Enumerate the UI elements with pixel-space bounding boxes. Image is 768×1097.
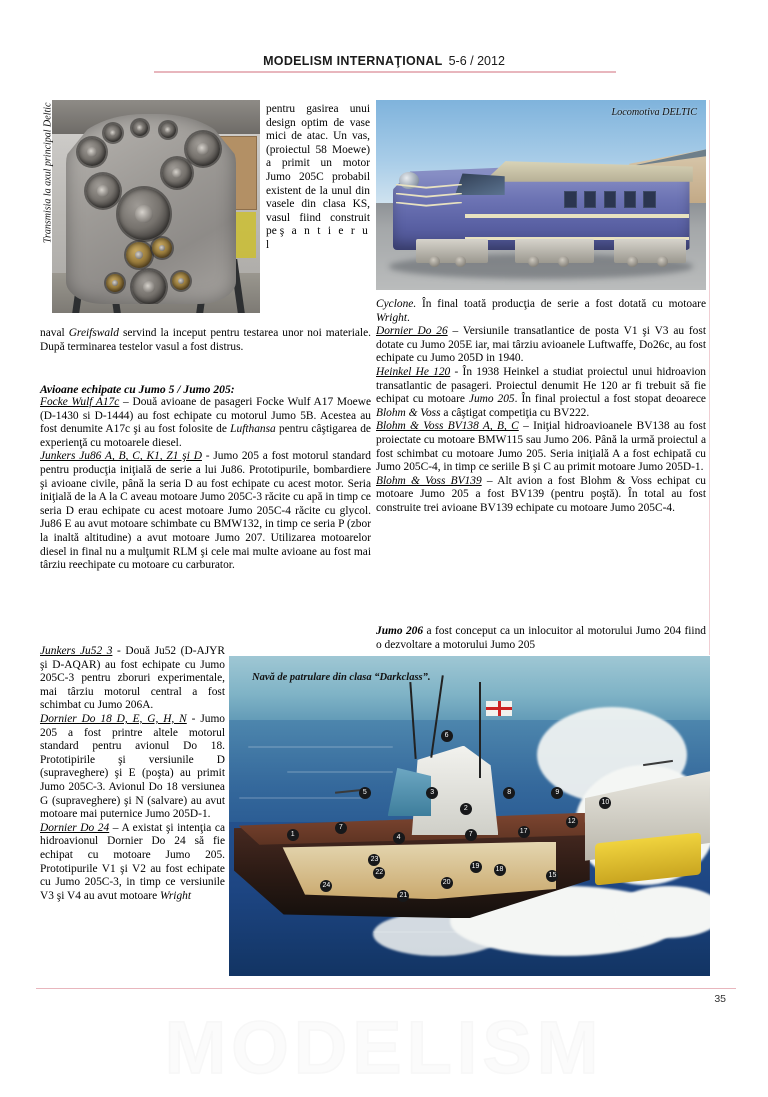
locomotive-side-stripe: [465, 214, 689, 218]
entry-dash: -: [112, 645, 126, 657]
ship-illustration-caption: Navă de patrulare din clasa “Darkclass”.: [252, 672, 431, 683]
shipyard-name: Greifswald: [68, 327, 119, 339]
footer-divider: [36, 988, 736, 989]
callout-marker: 2: [460, 803, 472, 815]
sea-streak: [287, 771, 393, 773]
callout-marker: 7: [335, 822, 347, 834]
engine-gear-casing: [66, 114, 236, 304]
callout-marker: 24: [320, 880, 332, 892]
entry-title: Heinkel He 120: [376, 365, 451, 378]
wrap-cont-b: servind la inceput pentru testarea unor noi materiale. După terminarea testelor vasul a fost distrus.: [40, 327, 371, 353]
jumo206-heading: Jumo 206: [376, 625, 424, 637]
entry-body-a: Versiunile transatlantice de posta V1 şi V3 au fost dotate cu Jumo 205E iar, mai târziu avioanele Luftwaffe, Do26c, au fost echipate cu Jumo 205D in 1940.: [376, 325, 706, 365]
entry-body-a: Jumo 205 a fost printre altele motorul standard pentru avionul Do 18. Prototipirile şi versiunile D (supraveghere) şi E (poşta) au primit Jumo 205C-3. Avionul Do 18 versiunea G (supraveghere) şi N (salvare) au avut motoare mai puternice Jumo 205D-1.: [40, 712, 225, 821]
gear-bottom-left: [106, 274, 124, 292]
entry-title: Focke Wulf A17c: [40, 396, 120, 408]
entry-body-c: a câştigat competiţia cu BV222.: [440, 406, 590, 419]
callout-marker: 22: [373, 867, 385, 879]
callout-marker: 10: [599, 797, 611, 809]
header-divider: [154, 71, 616, 73]
entry-title: Junkers Ju86 A, B, C, K1, Z1 şi D: [40, 450, 202, 463]
article-entry: [376, 475, 706, 516]
locomotive-wheel: [429, 256, 440, 267]
entry-title: Blohm & Voss BV138 A, B, C: [376, 420, 519, 433]
locomotive-bogie: [614, 239, 687, 264]
callout-marker: 20: [441, 877, 453, 889]
engine-photo: [52, 100, 260, 313]
callout-marker: 1: [287, 829, 299, 841]
left-column-entries-narrow: [40, 645, 225, 903]
entry-body-italic-2: Blohm & Voss: [376, 406, 441, 419]
entry-dash: -: [201, 450, 214, 463]
entry-body-italic: Jumo 205: [468, 393, 515, 406]
sea-streak: [239, 797, 364, 799]
ship-ensign-flag: [486, 701, 512, 716]
gear-top-small-c: [160, 122, 176, 138]
jumo206-paragraph: [376, 625, 706, 652]
entry-dash: –: [447, 325, 463, 338]
entry-dash: –: [518, 420, 534, 433]
locomotive-wheel: [657, 256, 668, 267]
wrap-cont-a: naval: [40, 327, 69, 339]
callout-marker: 21: [397, 890, 409, 902]
article-entry: [40, 822, 225, 904]
left-column-entries-wide: [40, 396, 371, 573]
locomotive-window: [584, 191, 597, 208]
gear-top-small-a: [104, 124, 122, 142]
callout-marker: 3: [426, 787, 438, 799]
entry-body-a: Iniţial hidroavioanele BV138 au fost proiectate cu motoare BMW115 sau Jumo 206. Până la urmă proiectul a fost schimbat cu motoare Jumo 205. Seria iniţială A a fost echipată cu Jumo 205C-4, in timp ce seriile B şi C au primit motoare Jumo 205D-1.: [376, 420, 706, 474]
left-column-wrap-continuation: [40, 327, 371, 354]
gear-mid-left: [86, 174, 120, 208]
entry-body-b: . În final proiectul a fost stopat deoarece: [514, 393, 706, 406]
page-number: 35: [714, 993, 726, 1005]
footer-watermark: MODELISM: [164, 1006, 604, 1089]
callout-marker: 12: [566, 816, 578, 828]
engine-photo-caption: Transmisia la axul principal Deltic: [42, 102, 54, 244]
callout-marker: 4: [393, 832, 405, 844]
section-heading-colon: :: [230, 383, 235, 396]
continuation-italic: Cyclone.: [376, 298, 417, 310]
entry-body-italic: Wright: [160, 889, 192, 902]
ship-illustration: [229, 656, 710, 976]
article-entry: [40, 450, 371, 572]
wrap-text-spaced: ş a n t i e r u l: [266, 225, 370, 251]
article-entry: [376, 325, 706, 366]
entry-body-a: A existat şi intenţia ca hidroavionul Dornier Do 24 să fie echipat cu motoare Jumo 205. Prototipurile V1 şi V2 au fost echipate cu Jumo 205C-3, in timp ce versiunile V3 şi V4 au avut motoare: [40, 821, 226, 902]
right-column-body: [376, 298, 706, 516]
gear-lower-center: [126, 242, 152, 268]
callout-marker: 23: [368, 854, 380, 866]
section-heading: [40, 383, 371, 397]
article-entry: [40, 645, 225, 713]
locomotive-window: [564, 191, 577, 208]
gear-top-small-b: [132, 120, 148, 136]
callout-marker: 6: [441, 730, 453, 742]
gear-mid-right: [162, 158, 192, 188]
callout-marker: 19: [470, 861, 482, 873]
entry-dash: -: [450, 365, 463, 378]
page-header: [0, 52, 768, 70]
continuation-italic-2: Wright: [376, 311, 408, 324]
entry-dash: -: [186, 712, 201, 725]
entry-title: Dornier Do 18 D, E, G, H, N: [40, 712, 187, 725]
locomotive-photo-caption: Locomotiva DELTIC: [611, 107, 697, 118]
section-heading-text: Avioane echipate cu Jumo 5 / Jumo 205: [40, 383, 231, 396]
locomotive-wheel: [528, 256, 539, 267]
callout-marker: 8: [503, 787, 515, 799]
gear-large-center: [118, 188, 170, 240]
entry-title: Blohm & Voss BV139: [376, 474, 482, 487]
article-entry: [376, 420, 706, 474]
callout-marker: 15: [546, 870, 558, 882]
entry-title: Dornier Do 26: [376, 325, 448, 338]
bow-wave-foam: [373, 912, 503, 956]
jumo206-body: a fost conceput ca un inlocuitor al motorului Jumo 204 fiind o dezvoltare a motorului Jumo 205: [376, 625, 706, 651]
entry-dash: –: [109, 821, 122, 834]
locomotive-chevron-livery: [396, 184, 462, 233]
magazine-title: MODELISM INTERNAŢIONAL: [263, 54, 443, 68]
entry-title: Dornier Do 24: [40, 821, 110, 834]
locomotive-bogie: [515, 239, 594, 264]
gear-bottom-hub: [132, 270, 166, 304]
article-entry: [376, 366, 706, 420]
entry-body-a: Alt avion a fost Blohm & Voss echipat cu motoare Jumo 205 a fost BV139 (pentru poştă). În total au fost construite trei avioane BV139 echipate cu motoare Jumo 205C-4.: [376, 474, 706, 514]
ship-main-mast: [479, 682, 481, 778]
callout-marker: 5: [359, 787, 371, 799]
issue-number: 5-6 / 2012: [448, 54, 505, 68]
entry-dash: –: [481, 474, 498, 487]
callout-marker: 9: [551, 787, 563, 799]
entry-body-a: Două avioane de pasageri Focke Wulf A17 Moewe (D-1430 si D-1444) au fost echipate cu motorul Jumo 5B. Acestea au fost denumite A17c şi au fost folosite de: [40, 396, 372, 436]
entry-body-b: pentru câştigarea de experienţă cu motoarele diesel.: [40, 423, 371, 449]
locomotive-wheel: [627, 256, 638, 267]
entry-title: Junkers Ju52 3: [40, 645, 113, 657]
callout-marker: 7: [465, 829, 477, 841]
continuation-text: În final toată producţia de serie a fost dotată cu motoare: [416, 298, 706, 310]
column-edge-rule: [709, 100, 710, 655]
gear-upper-left: [78, 138, 106, 166]
article-entry: [40, 396, 371, 450]
locomotive-bogie: [416, 239, 489, 264]
left-column-wrap-text: [266, 103, 370, 253]
wrap-text-main: pentru gasirea unui design optim de vase mici de atac. Un vas, (proiectul 58 Moewe) a primit un motor Jumo 205C probabil existent de la unul din vasele din clasa KS, vasul fiind construit pe: [266, 103, 370, 238]
entry-body-a: În 1938 Heinkel a studiat proiectul unui hidroavion transatlantic de pasageri. Proiectul denumit He 120 ar fi trebuit să fie echipat cu motoare: [376, 365, 707, 406]
article-entry: [40, 713, 225, 822]
callout-marker: 17: [518, 826, 530, 838]
gear-lower-right: [152, 238, 172, 258]
entry-dash: –: [119, 396, 133, 408]
callout-marker: 18: [494, 864, 506, 876]
continuation-period: .: [407, 311, 410, 324]
locomotive-photo: [376, 100, 706, 290]
entry-body-italic: Lufthansa: [230, 423, 276, 436]
gear-upper-right: [186, 132, 220, 166]
locomotive-window: [604, 191, 617, 208]
ship-hull-cutaway-interior: [277, 842, 556, 900]
locomotive-window: [624, 191, 637, 208]
entry-body-a: Jumo 205 a fost motorul standard pentru producţia iniţială de serie a lui Ju86. Prototipurile, bombardiere şi avioane civile, până la seria D au fost echipate cu acest motor. Seria iniţială de la A la C aveau motoare Jumo 205C-3 răcite cu apă in timp ce seria D erau echipate cu acest motoare Jumo 205C-4 răcite cu glycol. Ju86 E au avut motoare schimbate cu BMW132, in timp ce seria P (zbor la inaltă altitudine) a avut motoare Jumo 207. Utilizarea motoarelor diesel in final nu a mulţumit RLM şi cele mai multe avioane au fost mai târziu reechipate cu motoare cu carburator.: [40, 450, 371, 572]
gear-bottom-right: [172, 272, 190, 290]
locomotive-window: [643, 191, 656, 208]
article-continuation: [376, 298, 706, 325]
sea-streak: [248, 746, 392, 748]
locomotive-wheel: [558, 256, 569, 267]
entry-body-a: Două Ju52 (D-AJYR şi D-AQAR) au fost echipate cu Jumo 205C-3 pentru zboruri experimentale, mai târziu motorul central a fost schimbat cu Jumo 206A.: [40, 645, 225, 712]
